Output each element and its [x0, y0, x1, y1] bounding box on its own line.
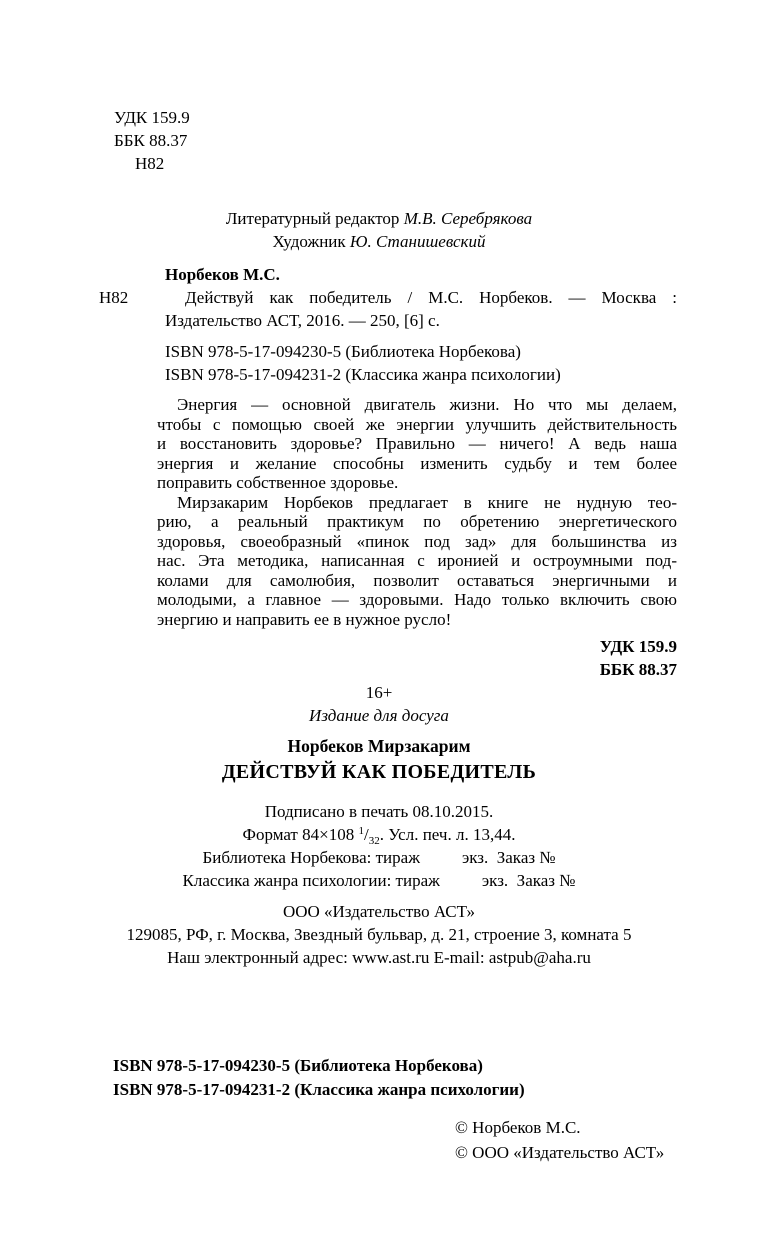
book-title: ДЕЙСТВУЙ КАК ПОБЕДИТЕЛЬ — [221, 761, 537, 783]
print-info — [99, 800, 677, 892]
catalog-code: Н82 — [99, 288, 129, 307]
edition-type: Издание для досуга — [309, 706, 449, 725]
annotation-line: Энергия — основной двигатель жизни. Но что мы делаем, — [177, 395, 677, 414]
udk-code-bold: УДК 159.9 — [599, 637, 677, 656]
annotation-line: рию, а реальный практикум по обретению энергетического — [157, 512, 677, 531]
series-suffix: экз. Заказ № — [481, 871, 576, 890]
artist-line — [99, 230, 659, 253]
literary-editor-line — [99, 207, 659, 230]
format-prefix: Формат 84×108 — [242, 825, 359, 844]
annotation — [157, 395, 677, 629]
classification-codes-right — [99, 635, 677, 681]
staff-credits — [99, 207, 677, 253]
annotation-line: энергия и желание способны изменить судьбу и тем более — [157, 453, 677, 473]
bbk-code: ББК 88.37 — [114, 131, 188, 150]
title-block — [99, 735, 677, 786]
artist-label: Художник — [272, 232, 346, 251]
annotation-line: поправить собственное здоровье. — [157, 473, 399, 492]
publisher-name: ООО «Издательство АСТ» — [282, 902, 476, 921]
series-suffix: экз. Заказ № — [461, 848, 556, 867]
age-rating: 16+ — [365, 683, 393, 702]
annotation-line: чтобы с помощью своей же энергии улучшить действительность — [157, 414, 677, 434]
copyright-line: © ООО «Издательство АСТ» — [455, 1143, 665, 1162]
format-line — [99, 823, 659, 846]
isbn-block — [165, 340, 677, 386]
copyright-block — [455, 1115, 677, 1165]
catalog-line: Действуй как победитель / М.С. Норбеков. — Москва : — [185, 288, 677, 307]
isbn-footer — [113, 1054, 677, 1102]
isbn-line: ISBN 978-5-17-094231-2 (Классика жанра психологии) — [165, 365, 561, 384]
print-date-line: Подписано в печать 08.10.2015. — [264, 802, 494, 821]
classification-codes — [114, 106, 677, 175]
series-print-line — [99, 846, 659, 869]
isbn-line: ISBN 978-5-17-094230-5 (Библиотека Норбекова) — [113, 1056, 483, 1075]
page-content — [99, 0, 677, 1165]
isbn-line: ISBN 978-5-17-094230-5 (Библиотека Норбекова) — [165, 342, 521, 361]
annotation-line: молодыми, а главное — здоровыми. Надо только включить свою — [157, 590, 677, 609]
catalog-card — [99, 263, 677, 332]
format-slash: / — [363, 825, 369, 844]
format-denominator: 32 — [368, 835, 380, 847]
udk-code: УДК 159.9 — [114, 108, 190, 127]
isbn-line: ISBN 978-5-17-094231-2 (Классика жанра психологии) — [113, 1080, 525, 1099]
series-print-line — [99, 869, 659, 892]
bbk-code-bold: ББК 88.37 — [599, 660, 677, 679]
literary-editor-name: М.В. Серебрякова — [403, 209, 533, 228]
publisher-address: 129085, РФ, г. Москва, Звездный бульвар, д. 21, строение 3, комната 5 — [126, 925, 632, 944]
catalog-line: Издательство АСТ, 2016. — 250, [6] с. — [165, 311, 440, 330]
annotation-line: колами для самолюбия, позволит оставаться энергичными и — [157, 570, 677, 590]
publisher-contacts: Наш электронный адрес: www.ast.ru E-mail: astpub@aha.ru — [167, 948, 591, 967]
publisher-block — [99, 900, 677, 969]
annotation-line: энергию и направить ее в нужное русло! — [157, 609, 452, 629]
annotation-line: нас. Эта методика, написанная с иронией и остроумными под- — [157, 551, 677, 570]
annotation-line: Мирзакарим Норбеков предлагает в книге не нудную тео- — [177, 492, 677, 512]
author-sign-code: Н82 — [135, 154, 165, 173]
artist-name: Ю. Станишевский — [349, 232, 486, 251]
annotation-line: здоровья, своеобразный «пинок под зад» для большинства из — [157, 531, 677, 551]
book-author: Норбеков Мирзакарим — [287, 736, 471, 756]
format-suffix: . Усл. печ. л. 13,44. — [379, 825, 516, 844]
format-numerator: 1 — [358, 825, 364, 837]
catalog-author: Норбеков М.С. — [165, 265, 280, 284]
catalog-entry — [99, 286, 677, 332]
series-label: Классика жанра психологии: тираж — [182, 871, 440, 890]
series-label: Библиотека Норбекова: тираж — [202, 848, 420, 867]
annotation-line: и восстановить здоровье? Правильно — ничего! А ведь наша — [157, 434, 677, 453]
literary-editor-label: Литературный редактор — [225, 209, 400, 228]
copyright-line: © Норбеков М.С. — [455, 1118, 581, 1137]
